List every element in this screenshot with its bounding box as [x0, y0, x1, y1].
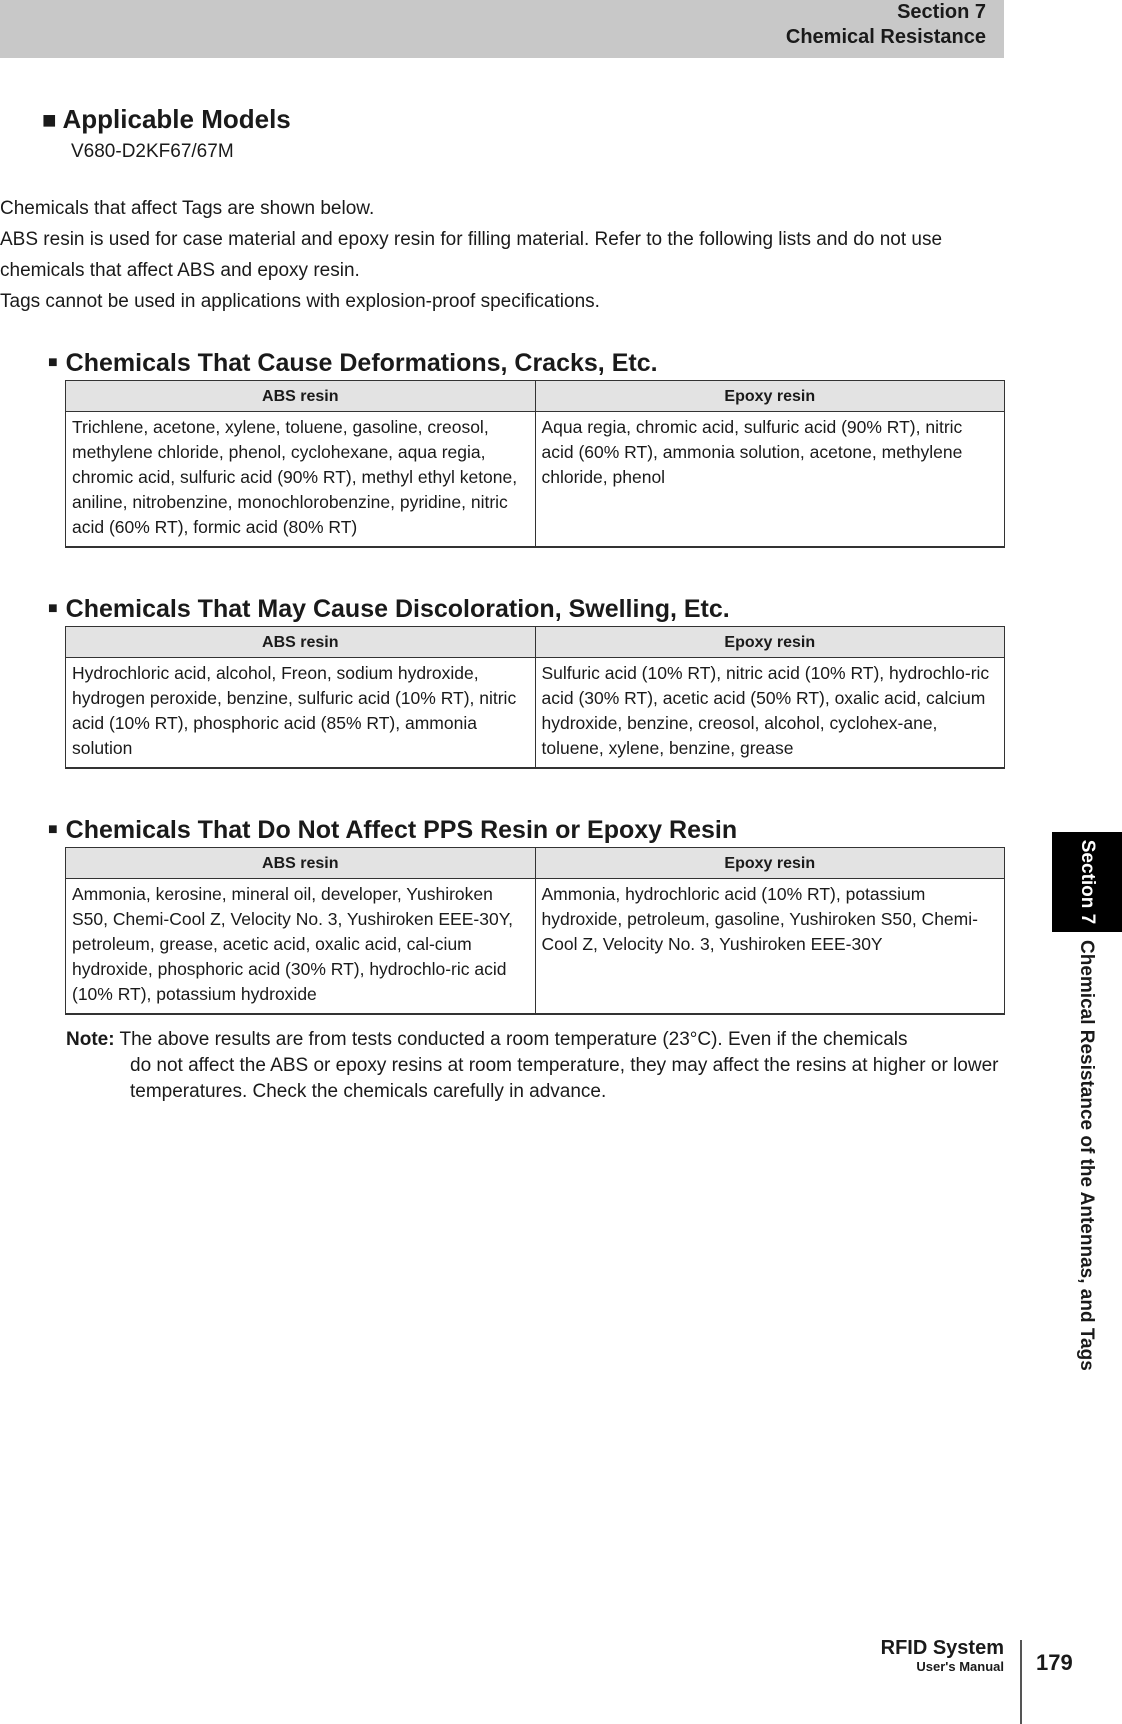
model-number: V680-D2KF67/67M	[71, 141, 234, 162]
cell-epoxy: Sulfuric acid (10% RT), nitric acid (10% RT), hydrochlo-ric acid (30% RT), acetic acid (50% RT), oxalic acid, calcium hydroxide, benzine, creosol, alcohol, cyclohex-ane, toluene, xylene, benzine, grease	[535, 658, 1005, 769]
footer-manual-label: User's Manual	[916, 1659, 1004, 1674]
header-text	[786, 0, 986, 50]
footer-manual	[881, 1637, 1004, 1674]
small-square-bullet-icon: ■	[48, 354, 58, 371]
note-rest: do not affect the ABS or epoxy resins at room temperature, they may affect the resins at higher or lower temperatures. Check the chemicals carefully in advance.	[130, 1055, 999, 1102]
table-row	[66, 879, 1005, 1015]
col-header-abs: ABS resin	[66, 848, 536, 879]
intro-text	[0, 193, 1004, 317]
col-header-abs: ABS resin	[66, 381, 536, 412]
note	[66, 1027, 1006, 1105]
note-line1: The above results are from tests conducted a room temperature (23°C). Even if the chemicals	[119, 1029, 908, 1050]
side-chapter-title	[1056, 940, 1116, 1420]
cell-abs: Hydrochloric acid, alcohol, Freon, sodium hydroxide, hydrogen peroxide, benzine, sulfuric acid (10% RT), nitric acid (10% RT), phosphoric acid (85% RT), ammonia solution	[66, 658, 536, 769]
table1-heading: ■ Chemicals That Cause Deformations, Cracks, Etc.	[48, 349, 658, 377]
intro-line: Tags cannot be used in applications with explosion-proof specifications.	[0, 291, 600, 312]
table3-heading: ■ Chemicals That Do Not Affect PPS Resin or Epoxy Resin	[48, 816, 738, 844]
col-header-epoxy: Epoxy resin	[535, 381, 1005, 412]
intro-line: ABS resin is used for case material and epoxy resin for filling material. Refer to the following lists and do not use chemicals that affect ABS and epoxy resin.	[0, 229, 943, 281]
table2-heading: ■ Chemicals That May Cause Discoloration, Swelling, Etc.	[48, 595, 730, 623]
section-tab-label: Section 7	[1077, 839, 1098, 925]
page-number: 179	[1036, 1650, 1073, 1675]
col-header-epoxy: Epoxy resin	[535, 627, 1005, 658]
square-bullet-icon: ■	[42, 107, 57, 134]
header-title: Chemical Resistance	[785, 26, 986, 48]
col-header-abs: ABS resin	[66, 627, 536, 658]
small-square-bullet-icon: ■	[48, 600, 58, 617]
section-tab	[1052, 832, 1122, 932]
cell-epoxy: Aqua regia, chromic acid, sulfuric acid (90% RT), nitric acid (60% RT), ammonia solution, acetone, methylene chloride, phenol	[535, 412, 1005, 548]
table-no-effect	[65, 847, 1005, 1015]
cell-abs: Trichlene, acetone, xylene, toluene, gasoline, creosol, methylene chloride, phenol, cyclohexane, aqua regia, chromic acid, sulfuric acid (90% RT), methyl ethyl ketone, aniline, nitrobenzine, monochlorobenzine, pyridine, nitric acid (60% RT), formic acid (80% RT)	[66, 412, 536, 548]
applicable-models-heading: ■ Applicable Models	[42, 104, 291, 134]
table-row	[66, 658, 1005, 769]
cell-epoxy: Ammonia, hydrochloric acid (10% RT), potassium hydroxide, petroleum, gasoline, Yushiroken S50, Chemi-Cool Z, Velocity No. 3, Yushiroken EEE-30Y	[535, 879, 1005, 1015]
small-square-bullet-icon: ■	[48, 821, 58, 838]
col-header-epoxy: Epoxy resin	[535, 848, 1005, 879]
note-label: Note:	[66, 1029, 115, 1050]
cell-abs: Ammonia, kerosine, mineral oil, developer, Yushiroken S50, Chemi-Cool Z, Velocity No. 3, Yushiroken EEE-30Y, petroleum, grease, acetic acid, oxalic acid, cal-cium hydroxide, phosphoric acid (30% RT), hydrochlo-ric acid (10% RT), potassium hydroxide	[66, 879, 536, 1015]
table-row	[66, 412, 1005, 548]
side-chapter-title-text: Chemical Resistance of the Antennas, and Tags	[1076, 940, 1097, 1371]
header-bar	[0, 0, 1004, 58]
footer-system: RFID System	[880, 1637, 1004, 1659]
table-discoloration	[65, 626, 1005, 769]
intro-line: Chemicals that affect Tags are shown below.	[0, 198, 375, 219]
header-section: Section 7	[897, 1, 986, 23]
footer-divider	[1020, 1640, 1022, 1724]
table-deformations	[65, 380, 1005, 548]
